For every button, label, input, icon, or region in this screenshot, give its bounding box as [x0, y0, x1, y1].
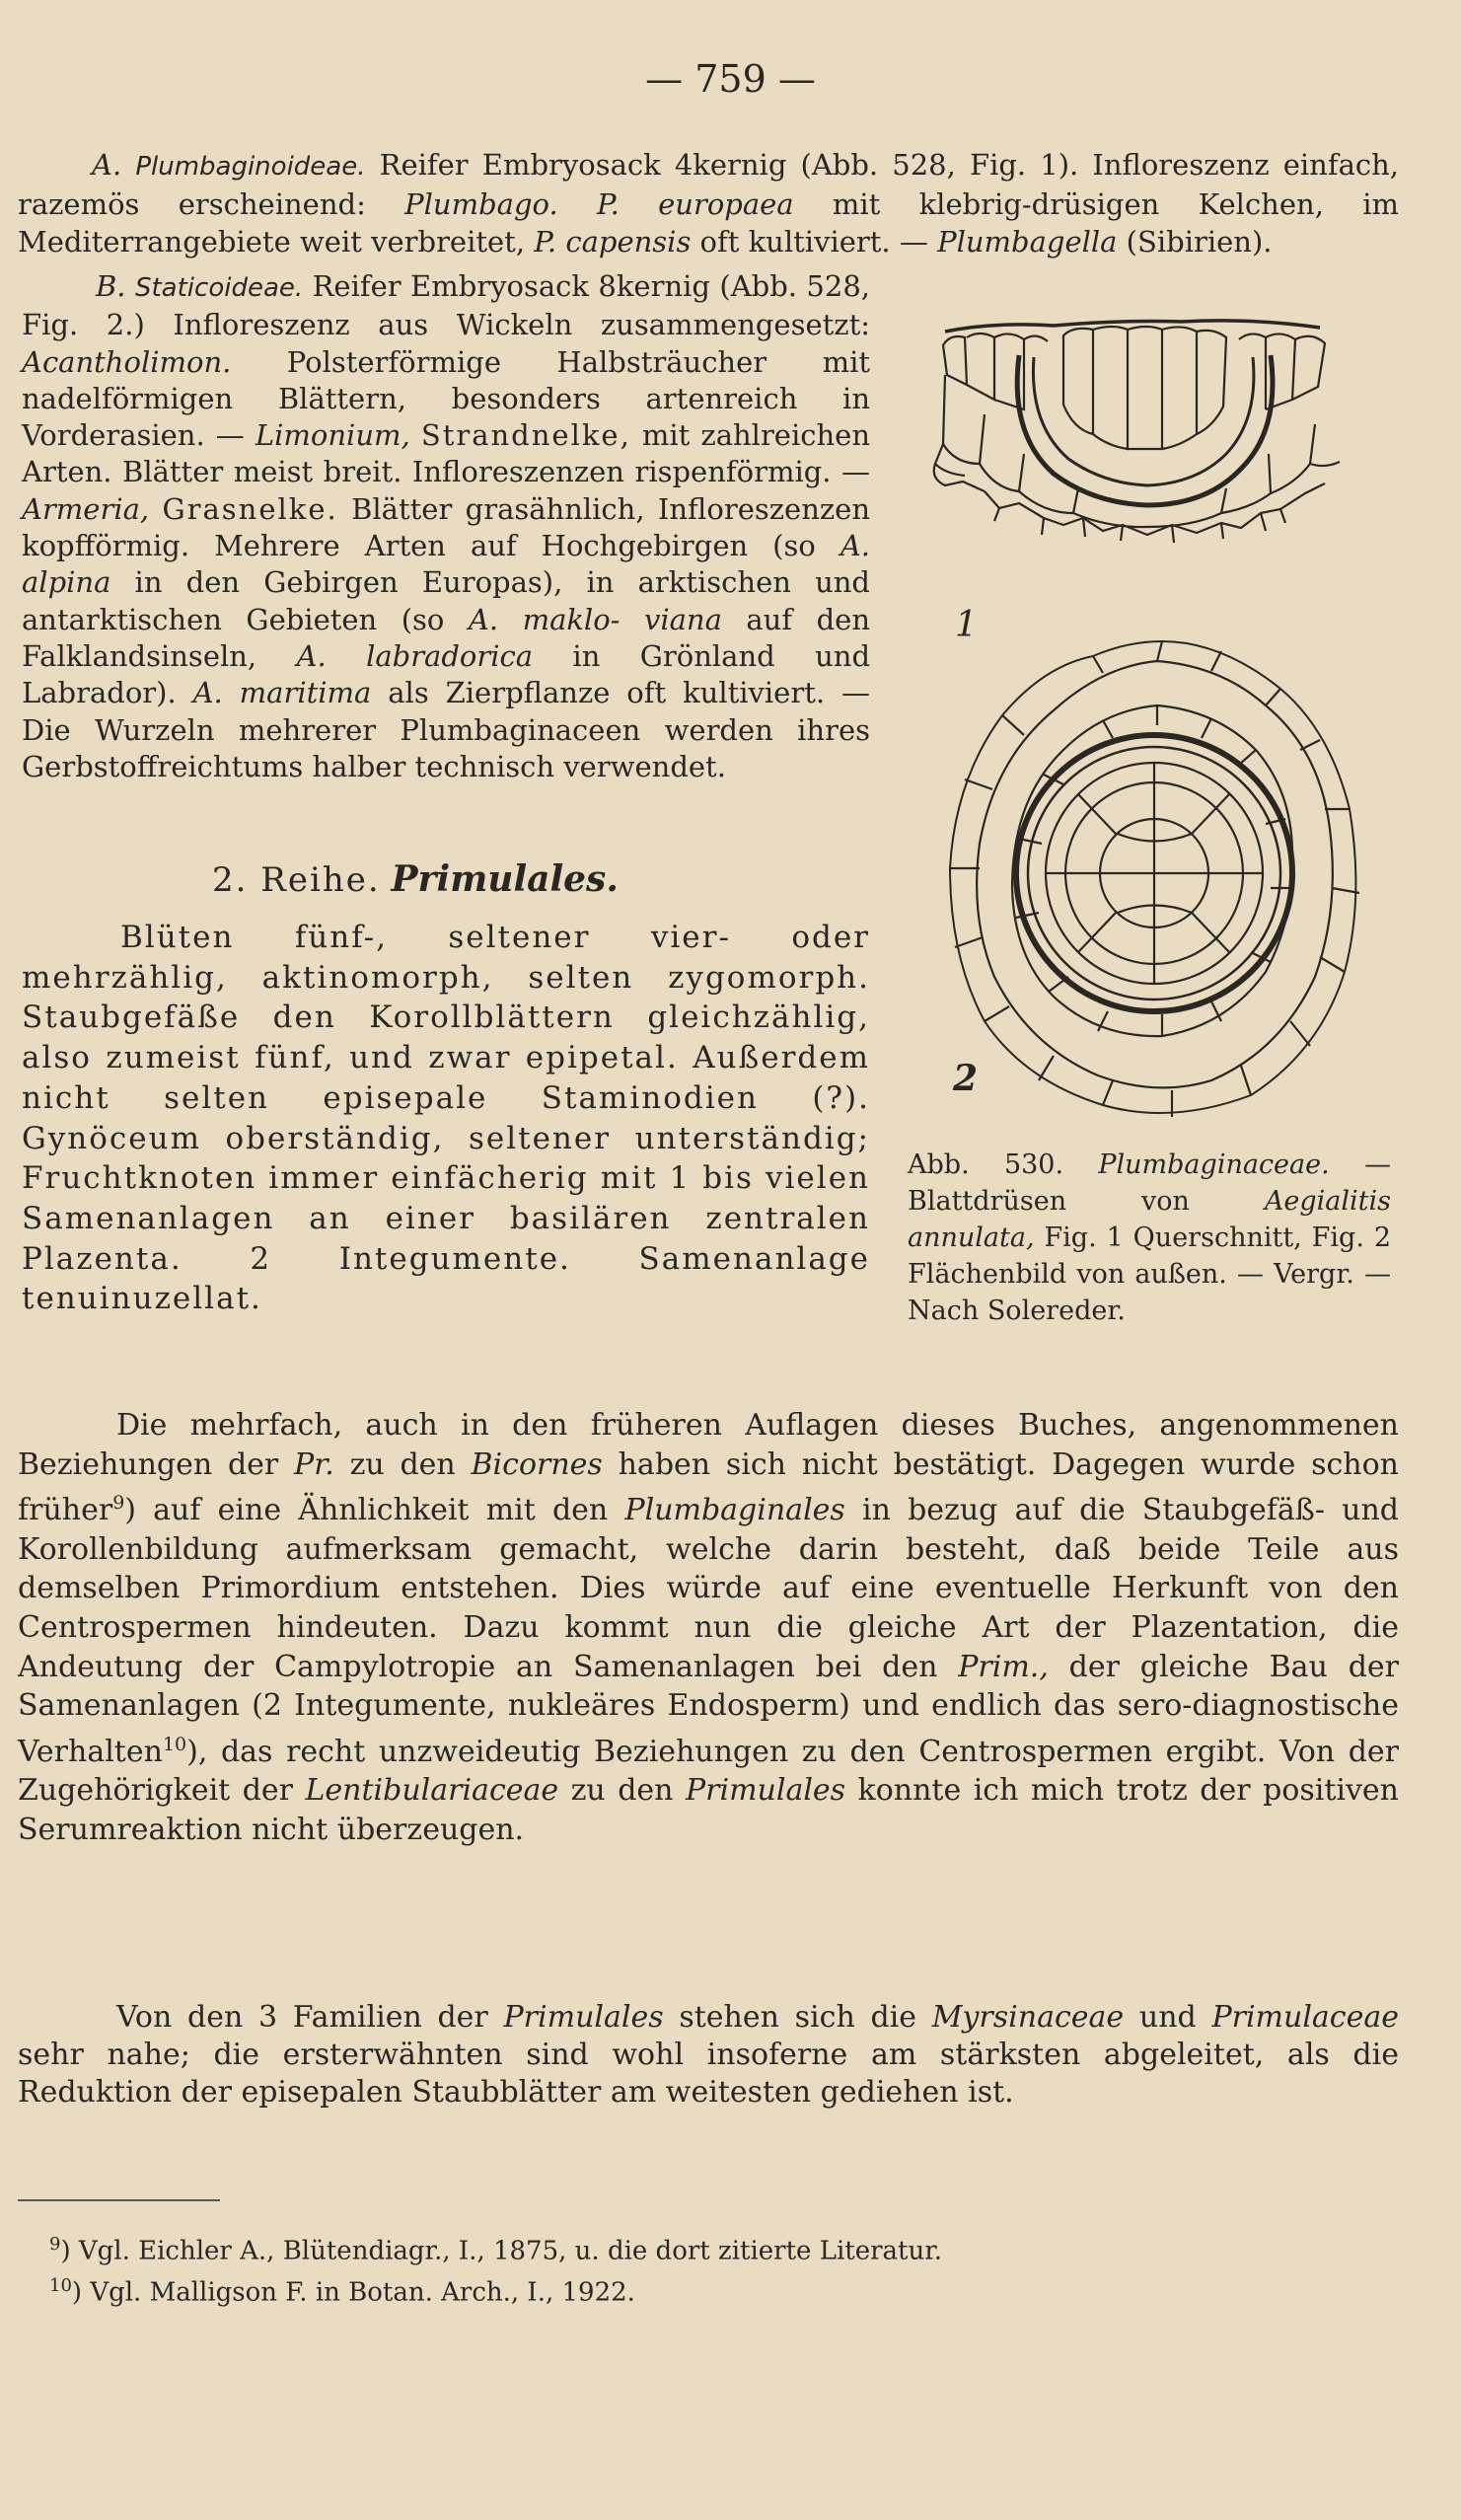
- text-span: zu den: [333, 1446, 472, 1482]
- taxon-name: Primulaceae: [1211, 2000, 1400, 2035]
- text-span: ) auf eine Ähnlichkeit mit den: [124, 1493, 625, 1528]
- text-span: sehr nahe; die ersterwähnten sind wohl insoferne am stärksten abgeleitet, als die Reduktion der episepalen Staubblätter am weitesten gediehen ist.: [18, 2038, 1399, 2110]
- figure-label-2: 2: [953, 1058, 979, 1099]
- taxon-name: Lentibulariaceae: [305, 1773, 559, 1809]
- genus-name: Limonium,: [255, 418, 410, 453]
- footnote-number: 9: [49, 2234, 61, 2255]
- text-span: in bezug auf die Staubgefäß- und Korollenbildung aufmerksam gemacht, welche darin besteht, daß beide Teile aus demselben Primordium entstehen. Dies würde auf eine eventuelle Herkunft von den Centrospermen hindeuten. Dazu kommt nun die gleiche Art der Plazentation, die Andeutung der Campylotropie an Samenanlagen bei den: [18, 1493, 1399, 1684]
- taxon-name: Plumbaginaceae.: [1098, 1149, 1330, 1180]
- paragraph-staticoideae: [22, 268, 870, 785]
- taxon-name: Aegialitis annulata,: [908, 1186, 1391, 1253]
- text-span: — Blattdrüsen von: [908, 1149, 1391, 1217]
- text-span: Reifer Embryosack 4kernig (Abb. 528, Fig. 1). Infloreszenz einfach, razemös erscheinend:: [18, 148, 1400, 221]
- footnote-text: ) Vgl. Eichler A., Blütendiagr., I., 1875, u. die dort zitierte Literatur.: [60, 2236, 943, 2266]
- text-span: [558, 187, 597, 221]
- taxon-name: Plumbaginales: [624, 1493, 845, 1528]
- text-span: der gleiche Bau der Samenanlagen (2 Integumente, nukleäres Endosperm) und endlich das sero-diagnostische Verhalten: [18, 1649, 1399, 1769]
- text-span: auf den Falklandsinseln,: [22, 602, 870, 673]
- common-name: Strandnelke,: [420, 418, 631, 453]
- species-name: A. maklo- viana: [468, 602, 722, 636]
- fig2-surface-view: [925, 641, 1389, 1130]
- genus-name: Plumbagella: [937, 225, 1118, 259]
- section-label: B.: [96, 269, 126, 303]
- text-span: Abb. 530.: [908, 1149, 1099, 1180]
- text-span: und: [1124, 2000, 1212, 2035]
- figure-label-1: 1: [955, 605, 978, 645]
- paragraph-families: [18, 1999, 1399, 2112]
- text-span: zu den: [558, 1773, 686, 1809]
- subfamily-name: Plumbaginoideae.: [135, 152, 366, 182]
- taxon-name: Bicornes: [471, 1446, 603, 1482]
- section-heading: [212, 858, 619, 900]
- section-label: A.: [92, 148, 122, 182]
- genus-name: Acantholimon.: [22, 344, 232, 379]
- text-span: Blüten fünf-, seltener vier- oder mehrzählig, aktinomorph, selten zygomorph. Staubgefäße den Korollblättern gleichzählig, also zumeist fünf, und zwar epipetal. Außerdem nicht selten episepale Staminodien (?). Gynöceum oberständig, seltener unterständig; Fruchtknoten immer einfächerig mit 1 bis vielen Samenanlagen an einer basilären zentralen Plazenta. 2 Integumente. Samenanlage tenuinuzellat.: [22, 920, 870, 1317]
- genus-name: Armeria,: [22, 491, 150, 526]
- heading-prefix: 2. Reihe.: [212, 860, 381, 900]
- footnote-9: [49, 2228, 942, 2268]
- text-span: konnte ich mich trotz der positiven Serumreaktion nicht überzeugen.: [18, 1773, 1400, 1847]
- text-span: Von den 3 Familien der: [116, 2000, 504, 2035]
- figure-caption: [908, 1147, 1391, 1329]
- paragraph-primulales-description: [22, 918, 870, 1319]
- species-name: A. labradorica: [296, 638, 534, 673]
- species-name: P. capensis: [534, 225, 692, 259]
- text-span: Polsterförmige Halbsträucher mit nadelförmigen Blättern, besonders artenreich in Vorderasien. —: [22, 344, 870, 453]
- text-span: als Zierpflanze oft kultiviert. — Die Wurzeln mehrerer Plumbaginaceen werden ihres Gerbstoffreichtums halber technisch verwendet.: [22, 676, 870, 783]
- text-span: [410, 418, 421, 452]
- genus-name: Plumbago.: [404, 187, 558, 221]
- taxon-name: Primulales: [503, 2000, 664, 2035]
- paragraph-plumbaginoideae: [18, 146, 1399, 260]
- taxon-name: Myrsinaceae: [931, 2000, 1125, 2035]
- common-name: Grasnelke.: [162, 491, 338, 526]
- subfamily-name: Staticoideae.: [134, 273, 304, 303]
- page-number: — 759 —: [645, 57, 816, 101]
- species-name: A. alpina: [22, 529, 870, 600]
- paragraph-relations: [18, 1406, 1399, 1850]
- taxon-name: Primulales: [685, 1773, 846, 1809]
- text-span: Die mehrfach, auch in den früheren Auflagen dieses Buches, angenommenen Beziehungen der: [18, 1408, 1399, 1482]
- text-span: Fig. 1 Querschnitt, Fig. 2 Flächenbild von außen. — Vergr. — Nach Solereder.: [908, 1223, 1391, 1326]
- text-span: in den Gebirgen Europas), in arktischen und antarktischen Gebieten (so: [22, 565, 870, 636]
- text-span: oft kultiviert. —: [691, 225, 938, 259]
- text-span: [149, 492, 162, 526]
- footnote-10: [49, 2269, 635, 2310]
- text-span: ), das recht unzweideutig Beziehungen zu den Centrospermen ergibt. Von der Zugehörigkeit der: [18, 1734, 1399, 1809]
- text-span: haben sich nicht bestätigt. Dagegen wurde schon früher: [18, 1446, 1399, 1528]
- fig1-cross-section: [934, 321, 1340, 543]
- footnote-text: ) Vgl. Malligson F. in Botan. Arch., I., 1922.: [71, 2277, 635, 2308]
- footnote-rule: [18, 2199, 220, 2201]
- text-span: Blätter grasähnlich, Infloreszenzen kopfförmig. Mehrere Arten auf Hochgebirgen (so: [22, 491, 870, 563]
- heading-name: Primulales.: [391, 858, 619, 900]
- text-span: in Grönland und Labrador).: [22, 638, 871, 710]
- text-span: (Sibirien).: [1117, 225, 1273, 259]
- taxon-name: Pr.: [294, 1446, 334, 1482]
- species-name: A. maritima: [192, 676, 372, 710]
- text-span: mit zahlreichen Arten. Blätter meist breit. Infloreszenzen rispenförmig. —: [22, 418, 870, 489]
- taxon-name: Prim.,: [958, 1649, 1049, 1684]
- text-span: mit klebrig-drüsigen Kelchen, im Mediterrangebiete weit verbreitet,: [18, 187, 1399, 259]
- species-name: P. europaea: [596, 187, 794, 221]
- footnote-ref: 9: [112, 1492, 125, 1515]
- figure-leaf-glands: [925, 316, 1389, 1135]
- footnote-ref: 10: [162, 1733, 187, 1755]
- text-span: stehen sich die: [663, 2000, 932, 2035]
- footnote-number: 10: [49, 2275, 72, 2296]
- text-span: Reifer Embryosack 8kernig (Abb. 528, Fig. 2.) Infloreszenz aus Wickeln zusammengesetzt:: [22, 269, 870, 342]
